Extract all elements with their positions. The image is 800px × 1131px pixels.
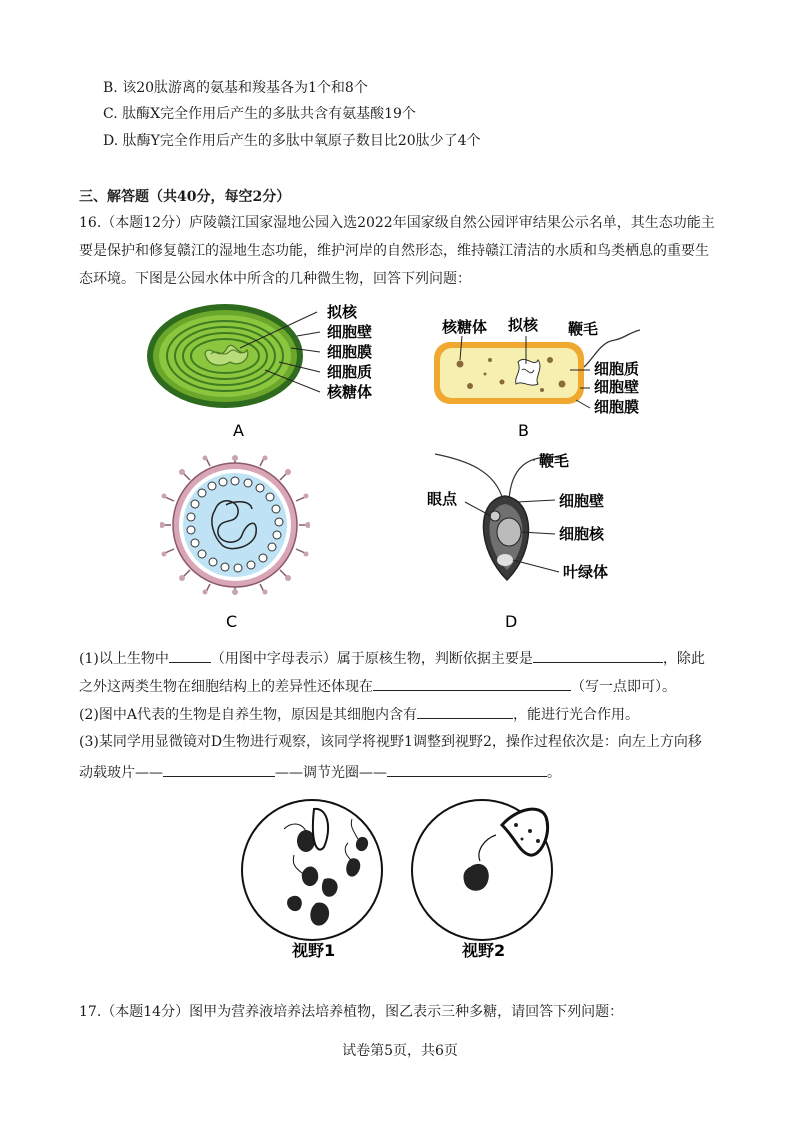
q16-sub2-text-b: ，能进行光合作用。 <box>512 707 639 723</box>
answer-blank-1[interactable] <box>169 648 211 663</box>
label-d-flagellum: 鞭毛 <box>539 452 570 470</box>
nucleoid-b <box>516 359 540 385</box>
q16-sub1-text-a: (1)以上生物中 <box>79 651 169 667</box>
option-c: C. 肽酶X完全作用后产生的多肽共含有氨基酸19个 <box>103 106 416 122</box>
view-2 <box>412 800 552 960</box>
answer-blank-6[interactable] <box>387 762 547 777</box>
label-a-cytoplasm: 细胞质 <box>327 363 373 381</box>
figure-d-letter: D <box>505 612 518 631</box>
label-d-cell-wall: 细胞壁 <box>559 492 605 510</box>
figure-c <box>160 455 310 635</box>
label-a-cell-membrane: 细胞膜 <box>327 343 373 361</box>
q16-sub1-text-c: ，除此 <box>662 651 705 667</box>
section-title: 三、解答题（共40分，每空2分） <box>79 189 291 205</box>
answer-blank-5[interactable] <box>163 762 275 777</box>
label-b-flagellum: 鞭毛 <box>568 320 599 338</box>
q16-intro-line-3: 态环境。下图是公园水体中所含的几种微生物，回答下列问题： <box>79 271 471 287</box>
page-footer: 试卷第5页，共6页 <box>342 1043 458 1059</box>
option-d: D. 肽酶Y完全作用后产生的多肽中氧原子数目比20肽少了4个 <box>103 133 481 149</box>
option-b: B. 该20肽游离的氨基和羧基各为1个和8个 <box>103 80 368 96</box>
eyespot-d <box>490 511 500 521</box>
chloroplast-d <box>497 554 513 566</box>
q16-sub1-text-e: （写一点即可）。 <box>571 679 676 695</box>
q16-sub1-text-b: （用图中字母表示）属于原核生物，判断依据主要是 <box>210 651 533 667</box>
q16-sub2-text-a: (2)图中A代表的生物是自养生物，原因是其细胞内含有 <box>79 707 417 723</box>
view-2-label: 视野2 <box>462 941 506 960</box>
answer-blank-3[interactable] <box>373 676 571 691</box>
label-d-nucleus: 细胞核 <box>559 525 605 543</box>
figure-c-letter: C <box>226 612 238 631</box>
q16-sub1-line-2 <box>79 676 676 696</box>
label-d-chloroplast: 叶绿体 <box>563 563 609 581</box>
q16-sub3-text-c: ——调节光圈—— <box>275 765 387 781</box>
q17-intro: 17.（本题14分）图甲为营养液培养法培养植物，图乙表示三种多糖，请回答下列问题： <box>79 1004 624 1020</box>
answer-blank-2[interactable] <box>533 648 663 663</box>
view-1 <box>242 800 382 960</box>
label-b-nucleoid: 拟核 <box>508 316 539 334</box>
figure-b-letter: B <box>518 421 529 440</box>
q16-sub1-text-d: 之外这两类生物在细胞结构上的差异性还体现在 <box>79 679 373 695</box>
label-d-eyespot: 眼点 <box>427 490 458 508</box>
answer-blank-4[interactable] <box>417 704 513 719</box>
nucleus-d <box>497 518 521 546</box>
label-a-ribosome: 核糖体 <box>327 383 373 401</box>
q16-sub2-line <box>79 704 639 724</box>
label-a-nucleoid: 拟核 <box>327 303 358 321</box>
figure-b <box>430 312 670 442</box>
q16-sub3-line-2 <box>79 762 561 782</box>
figure-a-letter: A <box>233 421 244 440</box>
q16-sub3-line-1: (3)某同学用显微镜对D生物进行观察，该同学将视野1调整到视野2，操作过程依次是：向左上方向移 <box>79 734 702 750</box>
q16-intro-line-2: 要是保护和修复赣江的湿地生态功能，维护河岸的自然形态，维持赣江清洁的水质和鸟类栖息的重要生 <box>79 243 709 259</box>
q16-sub3-text-d: 。 <box>547 765 561 781</box>
figure-d <box>425 440 625 635</box>
capsid-c <box>183 473 287 577</box>
figure-a <box>145 298 405 443</box>
q16-intro-line-1: 16.（本题12分）庐陵赣江国家湿地公园入选2022年国家级自然公园评审结果公示名单，其生态功能主 <box>79 215 715 231</box>
label-a-cell-wall: 细胞壁 <box>327 323 373 341</box>
view-1-label: 视野1 <box>292 941 336 960</box>
q16-sub3-text-b: 动载玻片—— <box>79 765 163 781</box>
label-b-ribosome: 核糖体 <box>442 318 488 336</box>
microscope-views <box>240 795 590 965</box>
q16-sub1-line-1 <box>79 648 705 668</box>
label-b-cytoplasm: 细胞质 <box>594 360 640 378</box>
label-b-cell-wall: 细胞壁 <box>594 378 640 396</box>
label-b-cell-membrane: 细胞膜 <box>594 398 640 416</box>
